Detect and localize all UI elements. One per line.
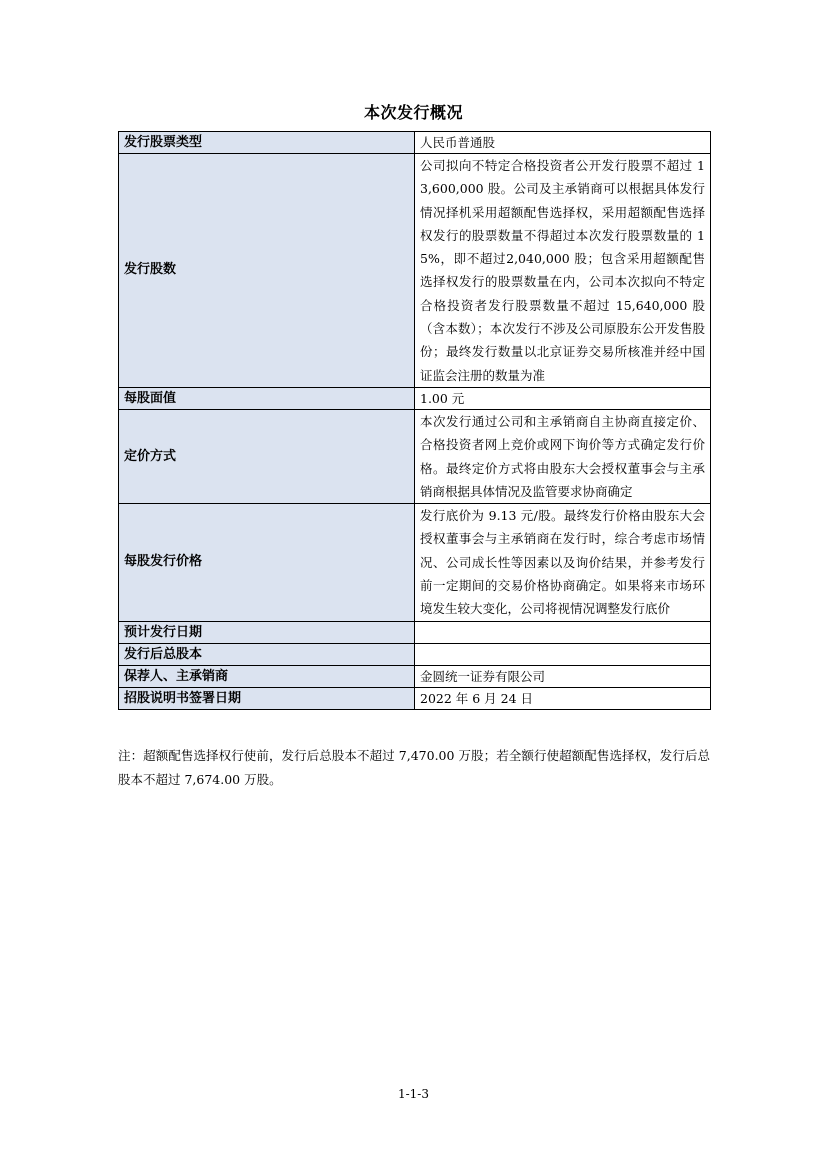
row-label: 每股面值 xyxy=(119,387,415,409)
row-value: 公司拟向不特定合格投资者公开发行股票不超过 13,600,000 股。公司及主承销商可以根据具体发行情况择机采用超额配售选择权，采用超额配售选择权发行的股票数量不得超过本次发行股票数量的 15%，即不超过2,040,000 股；包含采用超额配售选择权发行的股票数量在内，公司本次拟向不特定合格投资者发行股票数量不超过 15,640,000 股（含本数）；本次发行不涉及公司原股东公开发售股份；最终发行数量以北京证券交易所核准并经中国证监会注册的数量为准 xyxy=(415,154,711,388)
table-row-issue-price xyxy=(119,504,711,621)
table-row-signing-date xyxy=(119,687,711,709)
row-label: 发行股票类型 xyxy=(119,132,415,154)
row-label: 发行股数 xyxy=(119,154,415,388)
footnote: 注：超额配售选择权行使前，发行后总股本不超过 7,470.00 万股；若全额行使超额配售选择权，发行后总股本不超过 7,674.00 万股。 xyxy=(118,748,710,787)
row-value: 人民币普通股 xyxy=(415,132,711,154)
row-label: 招股说明书签署日期 xyxy=(119,687,415,709)
table-row-share-count xyxy=(119,154,711,388)
table-row-pricing-method xyxy=(119,409,711,503)
table-row-stock-type xyxy=(119,132,711,154)
row-value: 金圆统一证券有限公司 xyxy=(415,665,711,687)
table-row-sponsor xyxy=(119,665,711,687)
row-label: 每股发行价格 xyxy=(119,504,415,621)
page-number: 1-1-3 xyxy=(397,1087,429,1101)
table-row-total-shares xyxy=(119,643,711,665)
table-row-expected-date xyxy=(119,621,711,643)
row-value xyxy=(415,643,711,665)
row-value: 1.00 元 xyxy=(415,387,711,409)
table-row-par-value xyxy=(119,387,711,409)
row-label: 预计发行日期 xyxy=(119,621,415,643)
row-label: 保荐人、主承销商 xyxy=(119,665,415,687)
row-value: 发行底价为 9.13 元/股。最终发行价格由股东大会授权董事会与主承销商在发行时，综合考虑市场情况、公司成长性等因素以及询价结果，并参考发行前一定期间的交易价格协商确定。如果将来市场环境发生较大变化，公司将视情况调整发行底价 xyxy=(415,504,711,621)
page-title: 本次发行概况 xyxy=(363,103,463,122)
row-label: 定价方式 xyxy=(119,409,415,503)
row-label: 发行后总股本 xyxy=(119,643,415,665)
row-value xyxy=(415,621,711,643)
offering-overview-table xyxy=(118,131,711,710)
row-value: 2022 年 6 月 24 日 xyxy=(415,687,711,709)
row-value: 本次发行通过公司和主承销商自主协商直接定价、合格投资者网上竞价或网下询价等方式确定发行价格。最终定价方式将由股东大会授权董事会与主承销商根据具体情况及监管要求协商确定 xyxy=(415,409,711,503)
